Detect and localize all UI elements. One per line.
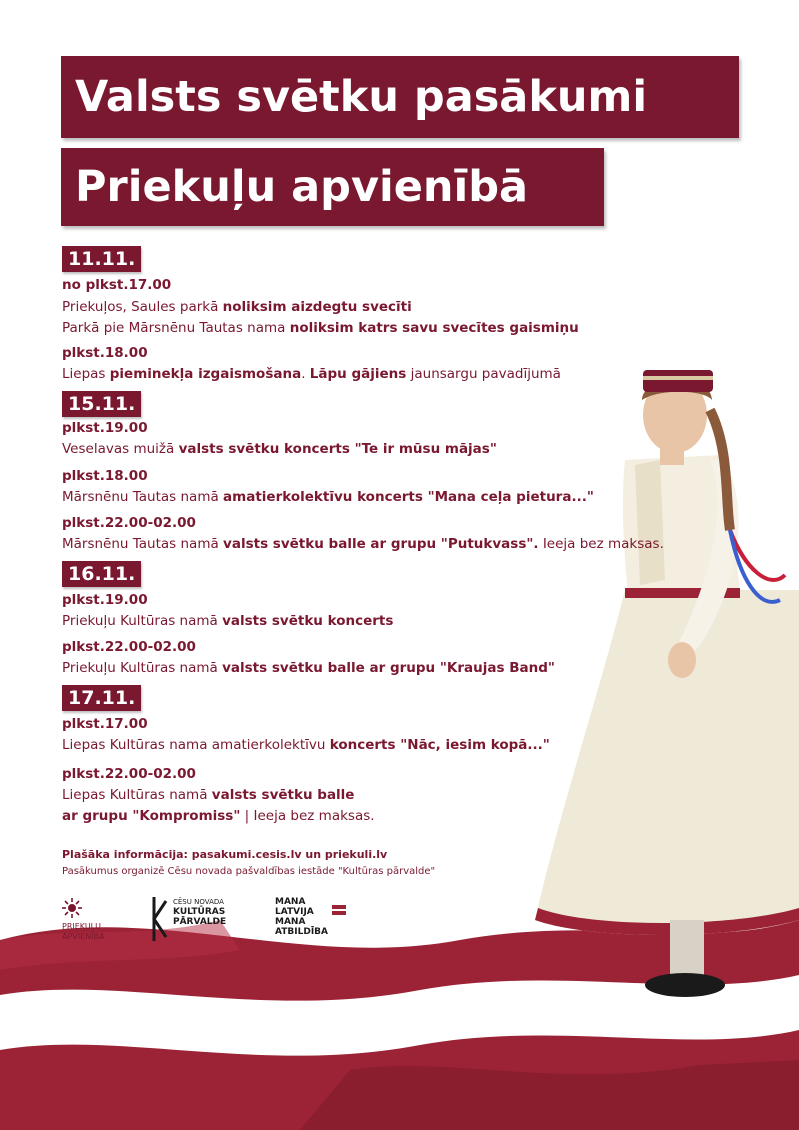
title-line-1: Valsts svētku pasākumi [61,56,739,138]
kp-logo-line1: KULTŪRAS [173,907,226,917]
kulturas-parvalde-mark-icon [150,897,168,941]
event-description: Mārsnēnu Tautas namā amatierkolektīvu koncerts "Mana ceļa pietura..." [62,489,594,505]
event-time: plkst.19.00 [62,420,148,436]
event-description: Liepas Kultūras namā valsts svētku balle [62,787,355,803]
kp-logo-line2: PĀRVALDE [173,917,227,927]
sun-icon [62,898,82,918]
folk-dancer-illustration [530,360,799,1010]
priekulu-logo-line1: PRIEKUĻU [62,922,101,931]
event-description: Mārsnēnu Tautas namā valsts svētku balle ar grupu "Putukvass". Ieeja bez maksas. [62,536,664,552]
priekulu-logo-line2: APVIENĪBA [62,932,105,941]
event-description: Parkā pie Mārsnēnu Tautas nama noliksim katrs savu svecītes gaismiņu [62,320,579,336]
event-description: Liepas pieminekļa izgaismošana. Lāpu gājiens jaunsargu pavadījumā [62,366,561,382]
event-description: Priekuļu Kultūras namā valsts svētku koncerts [62,613,394,629]
event-description: ar grupu "Kompromiss" | Ieeja bez maksas. [62,808,375,824]
event-time: plkst.18.00 [62,468,148,484]
date-badge-11-11: 11.11. [62,246,141,272]
event-time: plkst.22.00-02.00 [62,639,196,655]
kulturas-parvalde-logo [150,897,226,941]
event-time: plkst.18.00 [62,345,148,361]
organizer-text: Pasākumus organizē Cēsu novada pašvaldības iestāde "Kultūras pārvalde" [62,866,436,877]
title-line-2: Priekuļu apvienībā [61,148,604,226]
mini-flag-icon [332,905,346,915]
event-time: plkst.19.00 [62,592,148,608]
ml-logo-line4: ATBILDĪBA [275,927,328,937]
ml-logo-line1: MANA [275,897,306,907]
event-description: Priekuļos, Saules parkā noliksim aizdegtu svecīti [62,299,412,315]
more-info-text: Plašāka informācija: pasakumi.cesis.lv un priekuli.lv [62,848,388,861]
priekulu-apvieniba-logo [62,898,105,942]
event-time: plkst.22.00-02.00 [62,515,196,531]
ml-logo-line3: MANA [275,917,306,927]
mana-latvija-logo [275,897,346,937]
event-time: plkst.22.00-02.00 [62,766,196,782]
date-badge-16-11: 16.11. [62,561,141,587]
kp-logo-small: CĒSU NOVADA [173,898,224,906]
event-time: plkst.17.00 [62,716,148,732]
ml-logo-line2: LATVIJA [275,907,314,917]
event-description: Priekuļu Kultūras namā valsts svētku balle ar grupu "Kraujas Band" [62,660,555,676]
event-time: no plkst.17.00 [62,277,172,293]
event-description: Liepas Kultūras nama amatierkolektīvu koncerts "Nāc, iesim kopā..." [62,737,550,753]
date-badge-15-11: 15.11. [62,391,141,417]
event-description: Veselavas muižā valsts svētku koncerts "Te ir mūsu mājas" [62,441,497,457]
date-badge-17-11: 17.11. [62,685,141,711]
